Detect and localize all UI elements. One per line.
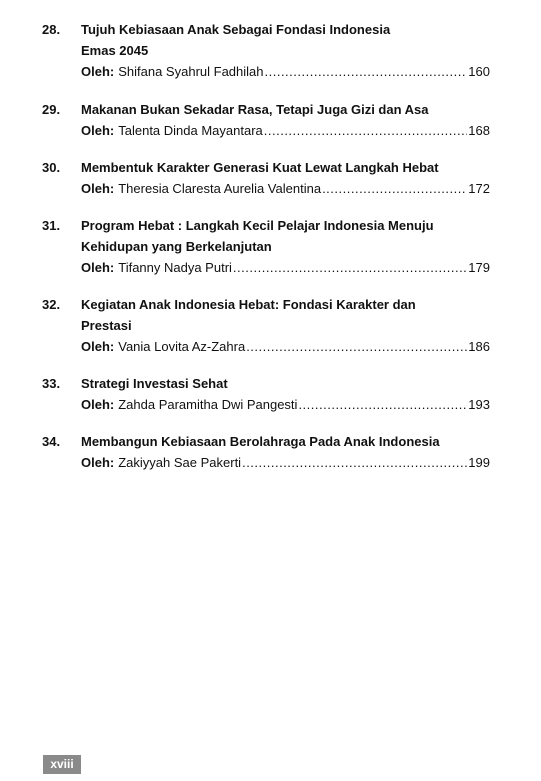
entry-number: 29.	[42, 102, 61, 117]
entry-author: Shifana Syahrul Fadhilah	[118, 64, 264, 79]
entry-author: Zahda Paramitha Dwi Pangesti	[118, 397, 298, 412]
dot-leader	[265, 61, 468, 82]
entry-author: Zakiyyah Sae Pakerti	[118, 455, 242, 470]
by-label: Oleh:	[81, 397, 115, 412]
entry-number: 30.	[42, 160, 61, 175]
toc-entry[interactable]	[42, 215, 490, 278]
entry-body	[81, 215, 490, 278]
entry-title[interactable]: Program Hebat : Langkah Kecil Pelajar Indonesia Menuju Kehidupan yang Berkelanjutan	[81, 218, 434, 254]
entry-page-number[interactable]: 179	[468, 260, 490, 275]
entry-page-number[interactable]: 168	[468, 123, 490, 138]
entry-author-line	[81, 336, 490, 357]
toc-entry[interactable]	[42, 373, 490, 415]
toc-entry[interactable]	[42, 431, 490, 473]
entry-title[interactable]: Tujuh Kebiasaan Anak Sebagai Fondasi Indonesia Emas 2045	[81, 22, 391, 58]
entry-number: 34.	[42, 434, 61, 449]
dot-leader	[298, 394, 467, 415]
entry-body	[81, 157, 490, 199]
by-label: Oleh:	[81, 181, 115, 196]
toc-entry[interactable]	[42, 294, 490, 357]
entry-body	[81, 431, 490, 473]
entry-page-number[interactable]: 160	[468, 64, 490, 79]
dot-leader	[246, 336, 467, 357]
entry-author-line	[81, 120, 490, 141]
toc-entry[interactable]	[42, 99, 490, 141]
entry-page-number[interactable]: 199	[468, 455, 490, 470]
entry-title[interactable]: Strategi Investasi Sehat	[81, 376, 228, 391]
entry-author: Vania Lovita Az-Zahra	[118, 339, 246, 354]
entry-title[interactable]: Membentuk Karakter Generasi Kuat Lewat Langkah Hebat	[81, 160, 439, 175]
entry-author-line	[81, 178, 490, 199]
page-number-badge: xviii	[43, 755, 81, 774]
by-label: Oleh:	[81, 260, 115, 275]
entry-number: 31.	[42, 218, 61, 233]
entry-author-line	[81, 61, 490, 82]
entry-author: Theresia Claresta Aurelia Valentina	[118, 181, 322, 196]
entry-body	[81, 373, 490, 415]
by-label: Oleh:	[81, 455, 115, 470]
entry-author-line	[81, 452, 490, 473]
entry-body	[81, 294, 490, 357]
entry-number: 28.	[42, 22, 61, 37]
by-label: Oleh:	[81, 64, 115, 79]
entry-page-number[interactable]: 186	[468, 339, 490, 354]
entry-author-line	[81, 394, 490, 415]
toc-entry[interactable]	[42, 19, 490, 82]
dot-leader	[322, 178, 467, 199]
entry-body	[81, 99, 490, 141]
entry-page-number[interactable]: 172	[468, 181, 490, 196]
entry-author: Talenta Dinda Mayantara	[118, 123, 263, 138]
dot-leader	[233, 257, 467, 278]
by-label: Oleh:	[81, 123, 115, 138]
entry-number: 33.	[42, 376, 61, 391]
entry-number: 32.	[42, 297, 61, 312]
entry-title[interactable]: Membangun Kebiasaan Berolahraga Pada Anak Indonesia	[81, 434, 440, 449]
entry-author-line	[81, 257, 490, 278]
toc-entry[interactable]	[42, 157, 490, 199]
entry-body	[81, 19, 490, 82]
entry-author: Tifanny Nadya Putri	[118, 260, 232, 275]
dot-leader	[264, 120, 468, 141]
entry-title[interactable]: Makanan Bukan Sekadar Rasa, Tetapi Juga Gizi dan Asa	[81, 102, 429, 117]
by-label: Oleh:	[81, 339, 115, 354]
entry-title[interactable]: Kegiatan Anak Indonesia Hebat: Fondasi Karakter dan Prestasi	[81, 297, 416, 333]
table-of-contents	[42, 19, 490, 489]
dot-leader	[242, 452, 467, 473]
entry-page-number[interactable]: 193	[468, 397, 490, 412]
